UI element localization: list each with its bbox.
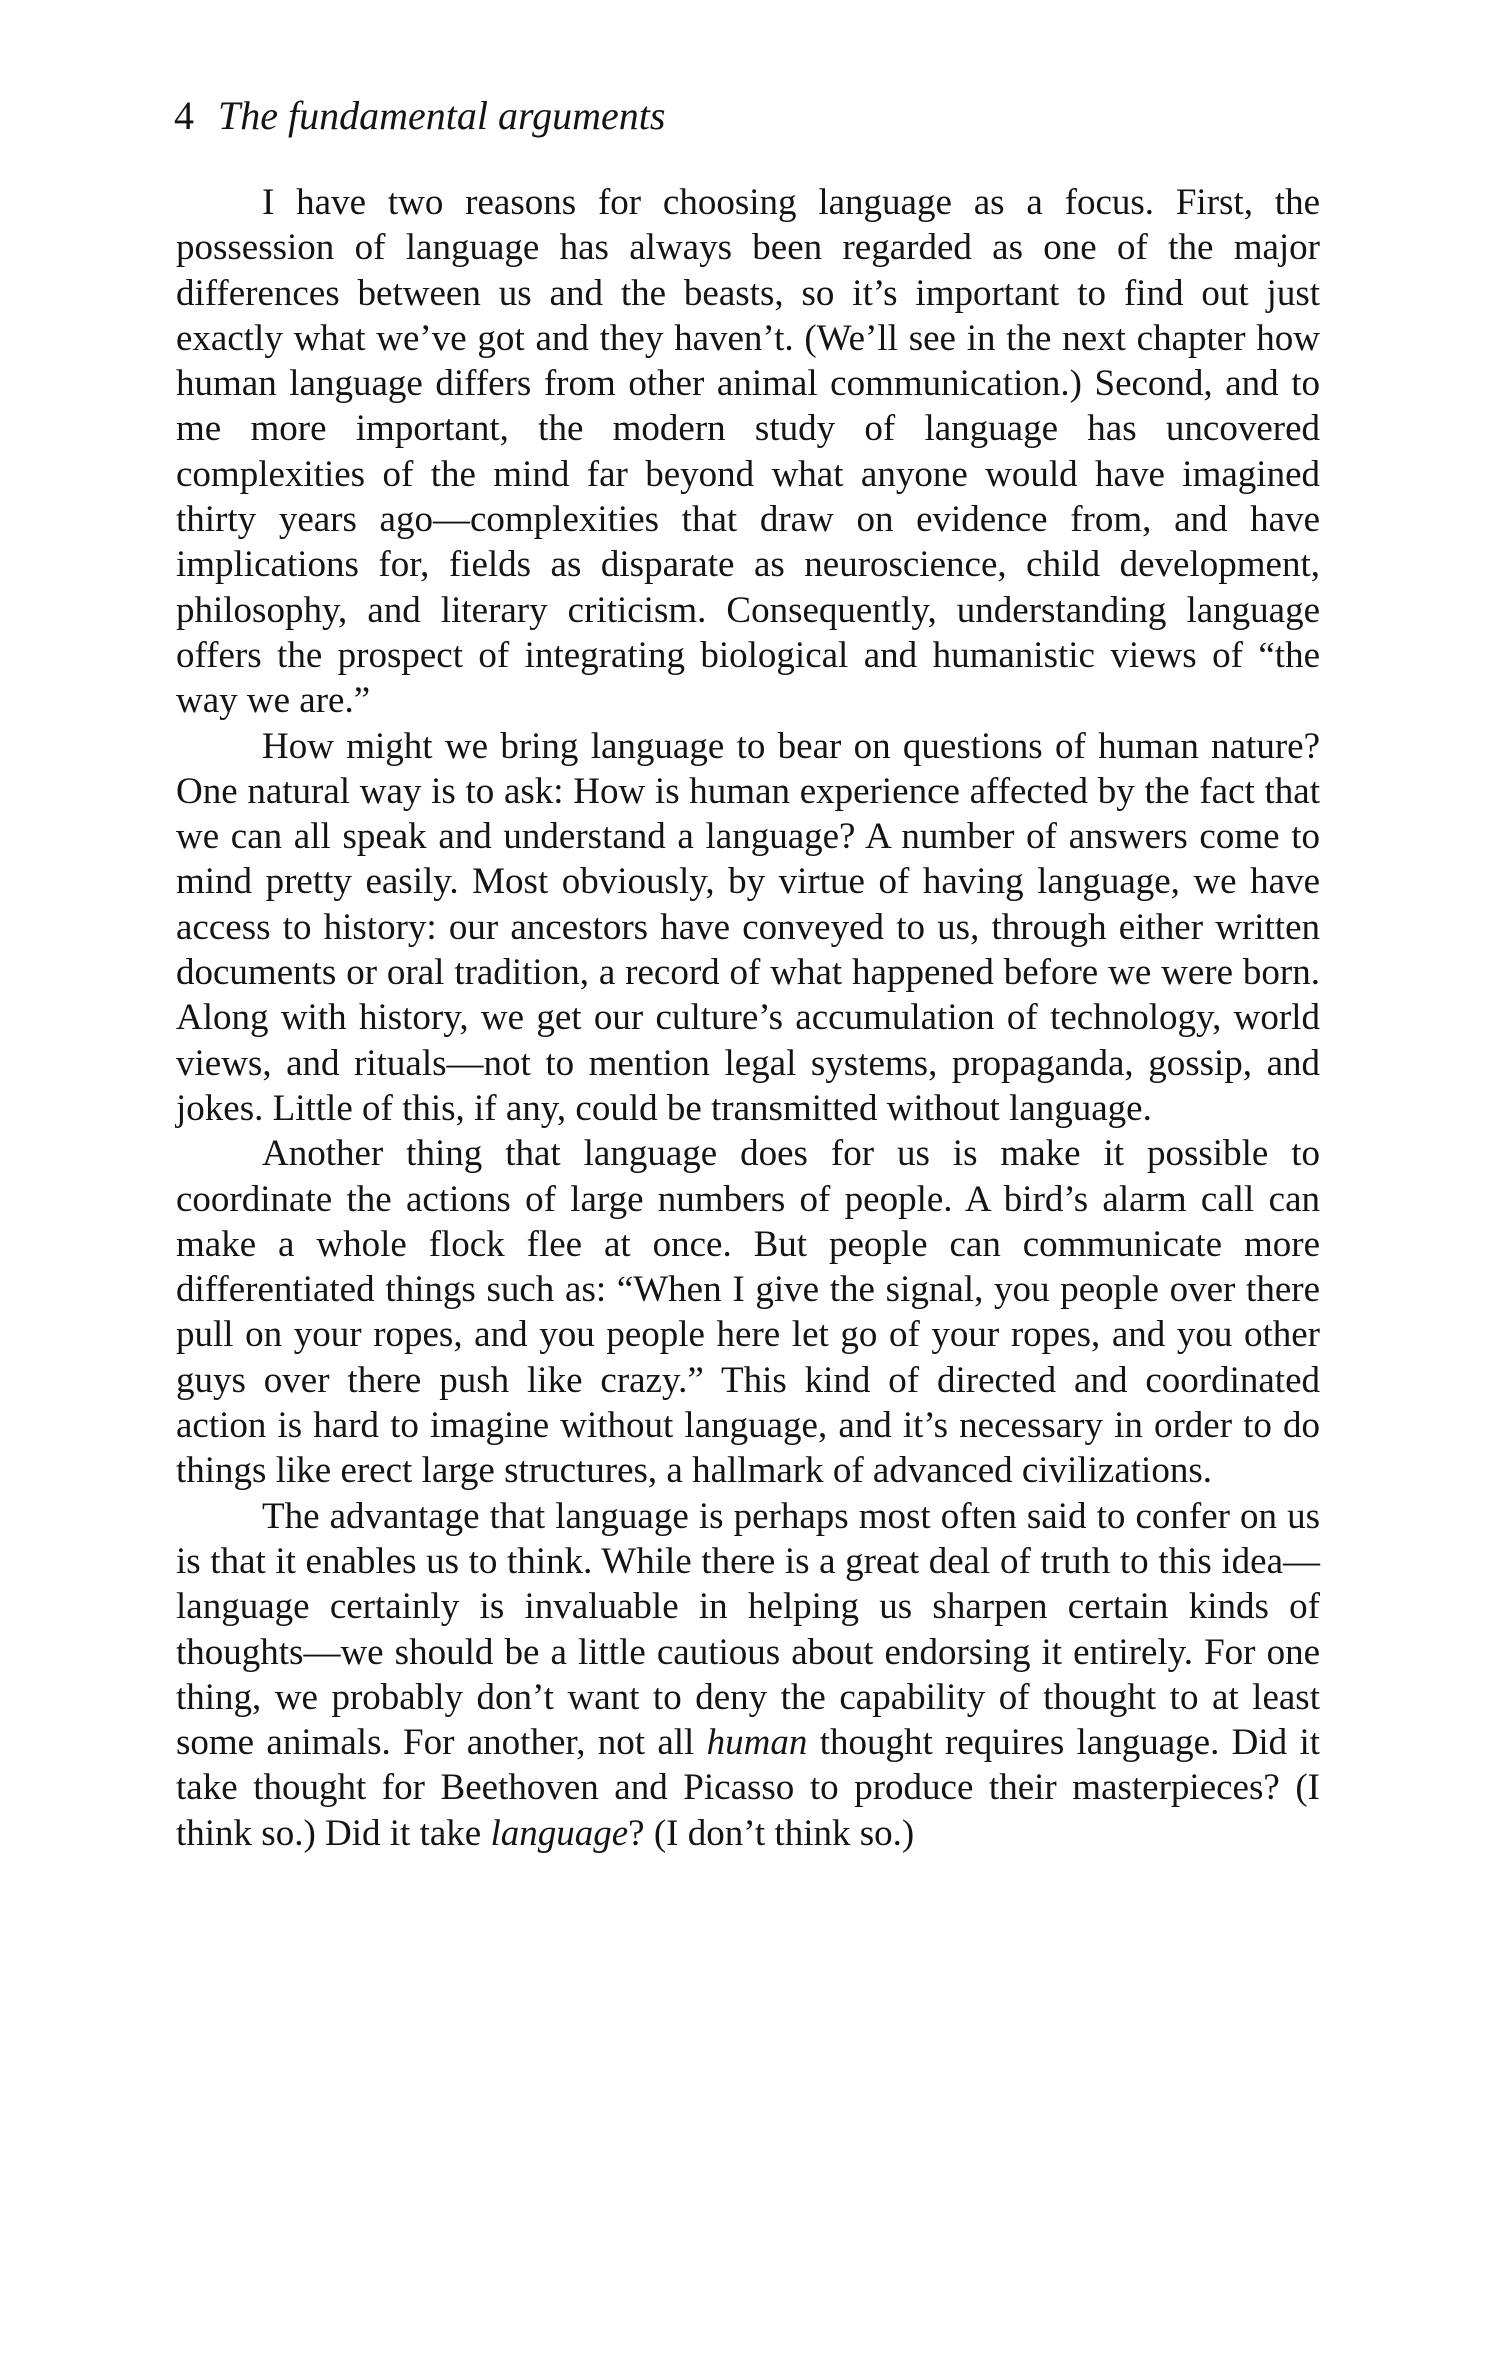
emphasis-human: human: [706, 1722, 808, 1764]
paragraph-4-part-c: ? (I don’t think so.): [628, 1812, 915, 1854]
paragraph-4-part-a: The advantage that language is perhaps most often said to confer on us is that it enables us to think. While there is a great deal of truth to this idea—language certainly is invaluable in helping us sharpen certain kinds of thoughts—we should be a little cautious about endorsing it entirely. For one thing, we probably don’t want to deny the capability of thought to at least some animals. For another, not all: [176, 1495, 1320, 1764]
running-title: The fundamental arguments: [218, 93, 666, 138]
paragraph-4: [176, 1494, 1320, 1856]
paragraph-4-part-b: thought requires language. Did it take thought for Beethoven and Picasso to produce their masterpieces? (I think so.) Did it take: [176, 1722, 1320, 1854]
paragraph-1: I have two reasons for choosing language as a focus. First, the possession of language has always been regarded as one of the major differences between us and the beasts, so it’s important to find out just exactly what we’ve got and they haven’t. (We’ll see in the next chapter how human language differs from other animal communication.) Second, and to me more important, the modern study of language has uncovered complexities of the mind far beyond what anyone would have imagined thirty years ago—complexities that draw on evidence from, and have implications for, fields as disparate as neuroscience, child development, philosophy, and literary criticism. Consequently, understanding language offers the prospect of integrating biological and humanistic views of “the way we are.”: [176, 182, 1320, 722]
page-number: 4: [174, 93, 194, 138]
paragraph-2: How might we bring language to bear on questions of human nature? One natural way is to ask: How is human experience affected by the fact that we can all speak and understand a language? A number of answers come to mind pretty easily. Most obviously, by virtue of having language, we have access to history: our ancestors have conveyed to us, through either written documents or oral tradition, a record of what happened before we were born. Along with history, we get our culture’s accumulation of technology, world views, and rituals—not to mention legal systems, propaganda, gossip, and jokes. Little of this, if any, could be transmitted without language.: [176, 725, 1320, 1129]
running-head: [174, 92, 665, 140]
body-text: [176, 180, 1320, 1856]
emphasis-language: language: [490, 1812, 629, 1854]
paragraph-3: Another thing that language does for us is make it possible to coordinate the actions of large numbers of people. A bird’s alarm call can make a whole flock flee at once. But people can communicate more differentiated things such as: “When I give the signal, you people over there pull on your ropes, and you people here let go of your ropes, and you other guys over there push like crazy.” This kind of directed and coordinated action is hard to imagine without language, and it’s necessary in order to do things like erect large structures, a hallmark of advanced civilizations.: [176, 1133, 1320, 1492]
